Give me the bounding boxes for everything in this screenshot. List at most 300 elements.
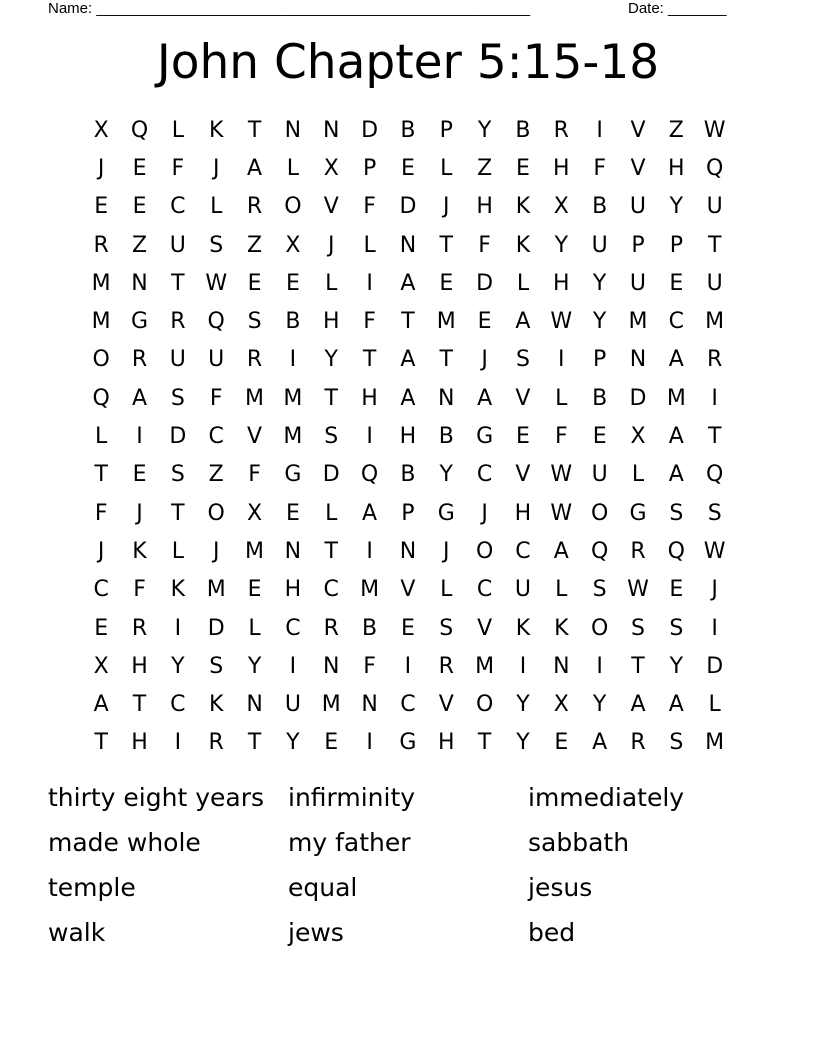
grid-letter: S bbox=[707, 500, 722, 526]
grid-letter: A bbox=[247, 155, 263, 181]
grid-letter: O bbox=[284, 194, 302, 220]
grid-letter: S bbox=[631, 615, 645, 641]
grid-letter: R bbox=[131, 615, 148, 641]
grid-letter: A bbox=[630, 692, 646, 718]
grid-letter: Q bbox=[706, 155, 724, 181]
grid-letter: Y bbox=[247, 653, 262, 679]
grid-letter: E bbox=[132, 155, 147, 181]
grid-letter: T bbox=[171, 500, 185, 526]
word-list bbox=[48, 778, 768, 958]
grid-row bbox=[82, 609, 734, 647]
grid-letter: L bbox=[555, 385, 568, 411]
grid-letter: I bbox=[558, 347, 565, 373]
grid-letter: A bbox=[668, 424, 684, 450]
grid-letter: U bbox=[284, 692, 301, 718]
grid-letter: X bbox=[553, 194, 569, 220]
grid-letter: D bbox=[399, 194, 417, 220]
grid-letter: L bbox=[248, 615, 261, 641]
grid-letter: W bbox=[550, 309, 573, 335]
grid-letter: T bbox=[324, 538, 338, 564]
grid-letter: H bbox=[361, 385, 378, 411]
grid-row bbox=[82, 226, 734, 264]
grid-letter: E bbox=[516, 155, 530, 181]
grid-letter: E bbox=[132, 194, 147, 220]
grid-row bbox=[82, 647, 734, 685]
grid-letter: X bbox=[630, 424, 646, 450]
grid-letter: B bbox=[592, 194, 608, 220]
grid-letter: H bbox=[514, 500, 532, 526]
grid-letter: K bbox=[170, 577, 186, 603]
grid-letter: Q bbox=[92, 385, 110, 411]
date-field-label: Date: _______ bbox=[628, 0, 727, 17]
grid-letter: V bbox=[515, 385, 531, 411]
grid-letter: H bbox=[476, 194, 493, 220]
grid-row bbox=[82, 417, 734, 455]
grid-letter: C bbox=[285, 615, 301, 641]
grid-letter: T bbox=[94, 462, 108, 488]
grid-letter: J bbox=[212, 155, 220, 181]
grid-letter: F bbox=[171, 155, 185, 181]
grid-letter: M bbox=[360, 577, 380, 603]
grid-letter: L bbox=[516, 270, 530, 296]
grid-letter: K bbox=[208, 692, 224, 718]
grid-letter: E bbox=[247, 577, 262, 603]
grid-letter: T bbox=[324, 385, 338, 411]
grid-letter: V bbox=[400, 577, 416, 603]
grid-letter: T bbox=[247, 117, 262, 143]
grid-letter: W bbox=[703, 538, 726, 564]
grid-letter: X bbox=[93, 653, 109, 679]
grid-letter: P bbox=[362, 155, 377, 181]
grid-letter: P bbox=[439, 117, 453, 143]
grid-letter: G bbox=[476, 424, 494, 450]
grid-letter: L bbox=[440, 155, 453, 181]
grid-letter: N bbox=[284, 538, 302, 564]
grid-letter: Y bbox=[286, 730, 300, 756]
grid-letter: Y bbox=[324, 347, 338, 373]
grid-letter: M bbox=[475, 653, 495, 679]
grid-letter: R bbox=[553, 117, 569, 143]
grid-row bbox=[82, 571, 734, 609]
grid-letter: B bbox=[400, 462, 416, 488]
grid-letter: N bbox=[399, 538, 417, 564]
grid-letter: Y bbox=[516, 692, 530, 718]
grid-letter: F bbox=[209, 385, 223, 411]
grid-letter: N bbox=[361, 692, 378, 718]
grid-letter: T bbox=[631, 653, 645, 679]
grid-letter: T bbox=[247, 730, 262, 756]
grid-letter: S bbox=[592, 577, 607, 603]
grid-letter: R bbox=[707, 347, 723, 373]
grid-letter: L bbox=[210, 194, 223, 220]
header-line bbox=[48, 0, 748, 20]
grid-row bbox=[82, 264, 734, 302]
grid-letter: P bbox=[401, 500, 415, 526]
grid-letter: L bbox=[631, 462, 645, 488]
grid-letter: K bbox=[132, 538, 147, 564]
grid-letter: S bbox=[170, 385, 185, 411]
grid-letter: Q bbox=[130, 117, 149, 143]
grid-letter: L bbox=[555, 577, 568, 603]
grid-letter: E bbox=[285, 500, 300, 526]
grid-letter: I bbox=[366, 424, 373, 450]
grid-letter: E bbox=[400, 155, 415, 181]
grid-letter: A bbox=[131, 385, 148, 411]
grid-letter: G bbox=[399, 730, 417, 756]
grid-letter: N bbox=[246, 692, 263, 718]
grid-letter: L bbox=[286, 155, 300, 181]
grid-letter: F bbox=[133, 577, 146, 603]
grid-letter: E bbox=[669, 270, 684, 296]
grid-letter: K bbox=[515, 194, 531, 220]
grid-letter: T bbox=[132, 692, 147, 718]
grid-row bbox=[82, 685, 734, 723]
grid-letter: L bbox=[708, 692, 721, 718]
grid-letter: B bbox=[285, 309, 301, 335]
grid-letter: I bbox=[711, 615, 718, 641]
grid-letter: J bbox=[136, 500, 143, 526]
grid-letter: V bbox=[630, 117, 646, 143]
grid-letter: M bbox=[705, 730, 725, 756]
grid-letter: X bbox=[323, 155, 339, 181]
grid-letter: E bbox=[285, 270, 300, 296]
grid-letter: I bbox=[289, 653, 297, 679]
grid-letter: E bbox=[400, 615, 415, 641]
grid-letter: Z bbox=[247, 232, 263, 258]
grid-letter: A bbox=[668, 462, 684, 488]
grid-row bbox=[82, 494, 734, 532]
word-list-item: jews bbox=[288, 918, 344, 947]
grid-letter: I bbox=[519, 653, 527, 679]
grid-letter: D bbox=[629, 385, 647, 411]
grid-letter: T bbox=[94, 730, 108, 756]
grid-letter: S bbox=[247, 309, 262, 335]
word-list-item: thirty eight years bbox=[48, 783, 265, 812]
grid-letter: L bbox=[95, 424, 108, 450]
grid-letter: T bbox=[439, 232, 453, 258]
grid-letter: J bbox=[711, 577, 718, 603]
grid-letter: S bbox=[669, 500, 684, 526]
grid-letter: G bbox=[437, 500, 455, 526]
grid-letter: O bbox=[590, 500, 609, 526]
grid-letter: K bbox=[208, 117, 224, 143]
name-field-label: Name: ____________________________________________________ bbox=[48, 0, 531, 17]
grid-letter: M bbox=[245, 538, 265, 564]
grid-letter: A bbox=[592, 730, 608, 756]
grid-letter: O bbox=[475, 538, 494, 564]
grid-letter: A bbox=[400, 385, 416, 411]
grid-letter: I bbox=[366, 730, 373, 756]
grid-letter: U bbox=[629, 270, 647, 296]
grid-letter: R bbox=[208, 730, 224, 756]
grid-letter: H bbox=[131, 653, 148, 679]
grid-letter: H bbox=[131, 730, 148, 756]
grid-letter: Y bbox=[592, 270, 607, 296]
grid-letter: B bbox=[400, 117, 416, 143]
grid-letter: U bbox=[169, 347, 186, 373]
word-list-item: equal bbox=[288, 873, 358, 902]
grid-letter: R bbox=[246, 194, 263, 220]
word-list-item: walk bbox=[48, 918, 106, 947]
grid-letter: U bbox=[706, 270, 723, 296]
grid-letter: A bbox=[668, 347, 684, 373]
grid-letter: G bbox=[629, 500, 647, 526]
grid-letter: L bbox=[325, 500, 338, 526]
grid-letter: S bbox=[669, 615, 684, 641]
grid-letter: I bbox=[366, 538, 373, 564]
grid-letter: T bbox=[401, 309, 415, 335]
grid-letter: X bbox=[93, 117, 109, 143]
grid-letter: F bbox=[593, 155, 606, 181]
grid-letter: M bbox=[321, 692, 341, 718]
grid-letter: R bbox=[170, 309, 186, 335]
grid-letter: D bbox=[322, 462, 340, 488]
grid-letter: O bbox=[475, 692, 494, 718]
grid-letter: Q bbox=[667, 538, 685, 564]
grid-letter: A bbox=[362, 500, 378, 526]
grid-letter: R bbox=[438, 653, 454, 679]
grid-letter: M bbox=[91, 309, 111, 335]
grid-letter: I bbox=[711, 385, 718, 411]
grid-letter: N bbox=[284, 117, 302, 143]
grid-letter: C bbox=[668, 309, 685, 335]
grid-letter: K bbox=[554, 615, 569, 641]
grid-letter: K bbox=[515, 615, 531, 641]
grid-letter: W bbox=[550, 462, 573, 488]
grid-letter: C bbox=[208, 424, 224, 450]
word-list-item: bed bbox=[528, 918, 576, 947]
grid-letter: T bbox=[439, 347, 453, 373]
grid-letter: M bbox=[91, 270, 111, 296]
grid-letter: J bbox=[481, 500, 488, 526]
grid-letter: T bbox=[362, 347, 377, 373]
grid-letter: Q bbox=[706, 462, 724, 488]
grid-letter: Z bbox=[131, 232, 148, 258]
grid-letter: A bbox=[668, 692, 684, 718]
grid-letter: I bbox=[596, 653, 603, 679]
grid-letter: Y bbox=[516, 730, 530, 756]
grid-letter: I bbox=[174, 615, 182, 641]
grid-letter: Y bbox=[592, 309, 607, 335]
grid-letter: J bbox=[97, 538, 105, 564]
grid-letter: A bbox=[515, 309, 531, 335]
grid-letter: N bbox=[323, 117, 340, 143]
word-list-item: jesus bbox=[528, 873, 593, 902]
grid-letter: B bbox=[592, 385, 608, 411]
grid-letter: D bbox=[706, 653, 724, 679]
grid-letter: W bbox=[550, 500, 573, 526]
grid-letter: N bbox=[131, 270, 148, 296]
grid-letter: X bbox=[247, 500, 263, 526]
grid-letter: N bbox=[629, 347, 647, 373]
grid-letter: T bbox=[707, 424, 722, 450]
word-list-item: temple bbox=[48, 873, 136, 902]
grid-letter: W bbox=[703, 117, 726, 143]
grid-letter: U bbox=[514, 577, 531, 603]
word-list-item: made whole bbox=[48, 828, 201, 857]
word-list-item: immediately bbox=[528, 783, 685, 812]
grid-letter: S bbox=[209, 232, 224, 258]
grid-letter: D bbox=[476, 270, 494, 296]
grid-letter: A bbox=[400, 270, 416, 296]
grid-letter: E bbox=[247, 270, 262, 296]
grid-letter: E bbox=[669, 577, 684, 603]
grid-letter: C bbox=[400, 692, 416, 718]
grid-letter: E bbox=[132, 462, 147, 488]
grid-letter: S bbox=[439, 615, 454, 641]
grid-letter: J bbox=[481, 347, 488, 373]
grid-letter: L bbox=[325, 270, 338, 296]
grid-letter: L bbox=[440, 577, 453, 603]
grid-letter: V bbox=[438, 692, 454, 718]
grid-letter: C bbox=[476, 462, 493, 488]
grid-letter: E bbox=[439, 270, 454, 296]
grid-letter: S bbox=[170, 462, 185, 488]
grid-letter: C bbox=[476, 577, 493, 603]
grid-letter: O bbox=[590, 615, 609, 641]
grid-letter: Y bbox=[669, 194, 684, 220]
grid-letter: C bbox=[170, 194, 186, 220]
grid-letter: Y bbox=[592, 692, 607, 718]
grid-letter: W bbox=[627, 577, 649, 603]
grid-letter: I bbox=[289, 347, 297, 373]
grid-letter: F bbox=[554, 424, 568, 450]
grid-letter: U bbox=[591, 462, 608, 488]
grid-letter: Y bbox=[554, 232, 569, 258]
grid-letter: C bbox=[93, 577, 109, 603]
grid-letter: W bbox=[205, 270, 228, 296]
grid-letter: M bbox=[206, 577, 226, 603]
grid-letter: P bbox=[631, 232, 645, 258]
grid-letter: S bbox=[324, 424, 339, 450]
grid-letter: A bbox=[400, 347, 416, 373]
grid-letter: H bbox=[553, 270, 570, 296]
grid-letter: L bbox=[171, 538, 184, 564]
grid-letter: M bbox=[283, 424, 303, 450]
grid-letter: E bbox=[516, 424, 530, 450]
grid-letter: I bbox=[596, 117, 603, 143]
grid-letter: A bbox=[477, 385, 493, 411]
grid-letter: N bbox=[553, 653, 570, 679]
grid-row bbox=[82, 111, 734, 149]
grid-letter: D bbox=[361, 117, 379, 143]
grid-letter: I bbox=[174, 730, 182, 756]
grid-letter: Z bbox=[477, 155, 493, 181]
grid-row bbox=[82, 456, 734, 494]
grid-letter: M bbox=[245, 385, 265, 411]
grid-letter: E bbox=[592, 424, 607, 450]
grid-letter: N bbox=[438, 385, 455, 411]
grid-letter: O bbox=[207, 500, 225, 526]
word-list-item: sabbath bbox=[528, 828, 630, 857]
grid-letter: M bbox=[628, 309, 648, 335]
grid-letter: B bbox=[362, 615, 378, 641]
grid-letter: J bbox=[97, 155, 105, 181]
grid-letter: X bbox=[285, 232, 301, 258]
grid-letter: E bbox=[554, 730, 569, 756]
grid-letter: V bbox=[323, 194, 339, 220]
grid-letter: I bbox=[366, 270, 373, 296]
grid-letter: H bbox=[322, 309, 340, 335]
grid-letter: J bbox=[212, 538, 220, 564]
grid-letter: E bbox=[94, 194, 109, 220]
grid-letter: V bbox=[515, 462, 531, 488]
grid-letter: U bbox=[629, 194, 647, 220]
grid-letter: U bbox=[169, 232, 186, 258]
page-title: John Chapter 5:15-18 bbox=[156, 35, 660, 90]
grid-letter: V bbox=[630, 155, 646, 181]
grid-row bbox=[82, 532, 734, 570]
word-list-item: my father bbox=[288, 828, 411, 857]
grid-letter: F bbox=[363, 653, 376, 679]
grid-letter: Z bbox=[668, 117, 684, 143]
grid-row bbox=[82, 302, 734, 340]
grid-letter: A bbox=[553, 538, 569, 564]
grid-letter: Y bbox=[171, 653, 185, 679]
grid-letter: E bbox=[324, 730, 339, 756]
word-search-grid bbox=[82, 111, 734, 762]
grid-letter: T bbox=[707, 232, 722, 258]
grid-letter: V bbox=[247, 424, 263, 450]
grid-letter: D bbox=[207, 615, 225, 641]
grid-letter: J bbox=[443, 194, 450, 220]
grid-letter: Y bbox=[669, 653, 684, 679]
grid-letter: A bbox=[93, 692, 109, 718]
grid-letter: Q bbox=[590, 538, 609, 564]
grid-letter: T bbox=[477, 730, 492, 756]
grid-letter: U bbox=[706, 194, 723, 220]
grid-letter: H bbox=[399, 424, 417, 450]
grid-letter: R bbox=[630, 538, 646, 564]
grid-letter: Z bbox=[208, 462, 224, 488]
grid-letter: M bbox=[705, 309, 725, 335]
grid-letter: P bbox=[669, 232, 683, 258]
grid-letter: K bbox=[515, 232, 531, 258]
grid-letter: V bbox=[477, 615, 493, 641]
grid-row bbox=[82, 188, 734, 226]
grid-letter: M bbox=[436, 309, 456, 335]
grid-letter: F bbox=[363, 309, 376, 335]
grid-letter: M bbox=[283, 385, 303, 411]
grid-letter: F bbox=[478, 232, 491, 258]
grid-letter: Q bbox=[207, 309, 225, 335]
grid-letter: B bbox=[438, 424, 454, 450]
grid-letter: Y bbox=[477, 117, 492, 143]
grid-letter: C bbox=[323, 577, 339, 603]
grid-letter: X bbox=[553, 692, 569, 718]
grid-row bbox=[82, 341, 734, 379]
grid-letter: L bbox=[171, 117, 184, 143]
grid-letter: H bbox=[553, 155, 570, 181]
grid-letter: D bbox=[169, 424, 187, 450]
grid-row bbox=[82, 379, 734, 417]
grid-letter: G bbox=[130, 309, 149, 335]
grid-row bbox=[82, 724, 734, 762]
grid-letter: N bbox=[323, 653, 340, 679]
grid-letter: C bbox=[170, 692, 186, 718]
grid-letter: U bbox=[591, 232, 608, 258]
grid-letter: H bbox=[668, 155, 685, 181]
grid-letter: B bbox=[515, 117, 531, 143]
grid-letter: G bbox=[284, 462, 302, 488]
grid-letter: T bbox=[171, 270, 185, 296]
grid-letter: J bbox=[327, 232, 335, 258]
grid-letter: S bbox=[209, 653, 224, 679]
grid-letter: F bbox=[363, 194, 376, 220]
grid-letter: R bbox=[630, 730, 646, 756]
grid-letter: R bbox=[246, 347, 263, 373]
grid-letter: Y bbox=[439, 462, 453, 488]
